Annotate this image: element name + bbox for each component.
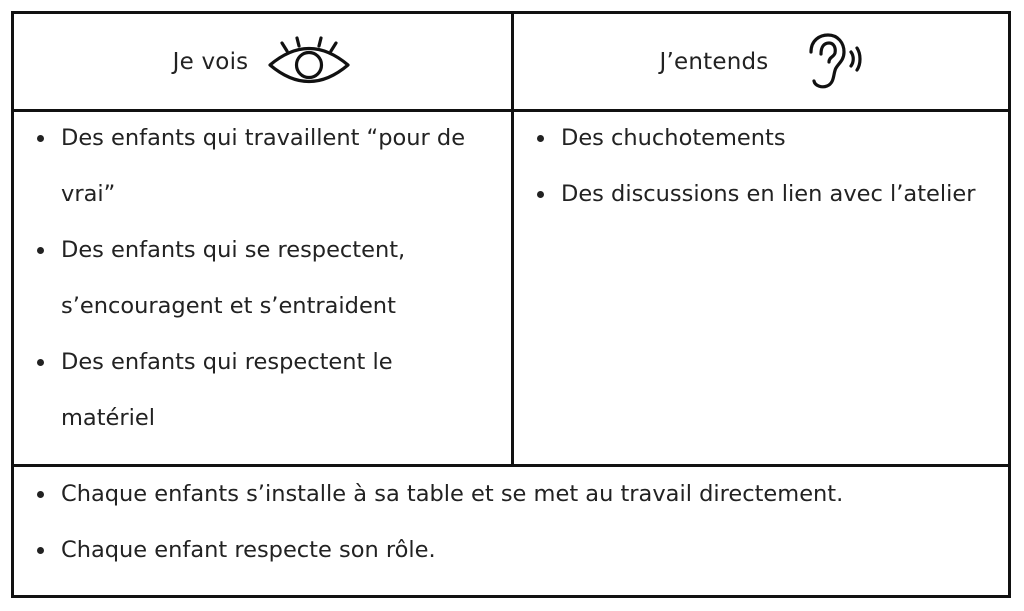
hear-item: Des discussions en lien avec l’atelier [536,166,986,222]
bottom-item: Chaque enfant respecte son rôle. [36,522,986,578]
see-item: Des enfants qui se respectent, s’encouragent et s’entraident [36,222,486,334]
see-cell [36,110,486,446]
hear-cell [536,110,986,222]
see-header-title: Je vois [172,48,249,75]
eye-icon [266,36,352,88]
see-item: Des enfants qui travaillent “pour de vrai” [36,110,486,222]
bottom-item: Chaque enfants s’installe à sa table et se met au travail directement. [36,466,986,522]
bottom-list [36,466,986,578]
see-header [14,14,511,109]
bottom-cell [36,466,986,578]
hear-header-title: J’entends [659,48,769,75]
see-list [36,110,486,446]
see-item: Des enfants qui respectent le matériel [36,334,486,446]
hear-item: Des chuchotements [536,110,986,166]
hear-list [536,110,986,222]
hear-header [514,14,1008,109]
ear-icon [802,32,862,92]
